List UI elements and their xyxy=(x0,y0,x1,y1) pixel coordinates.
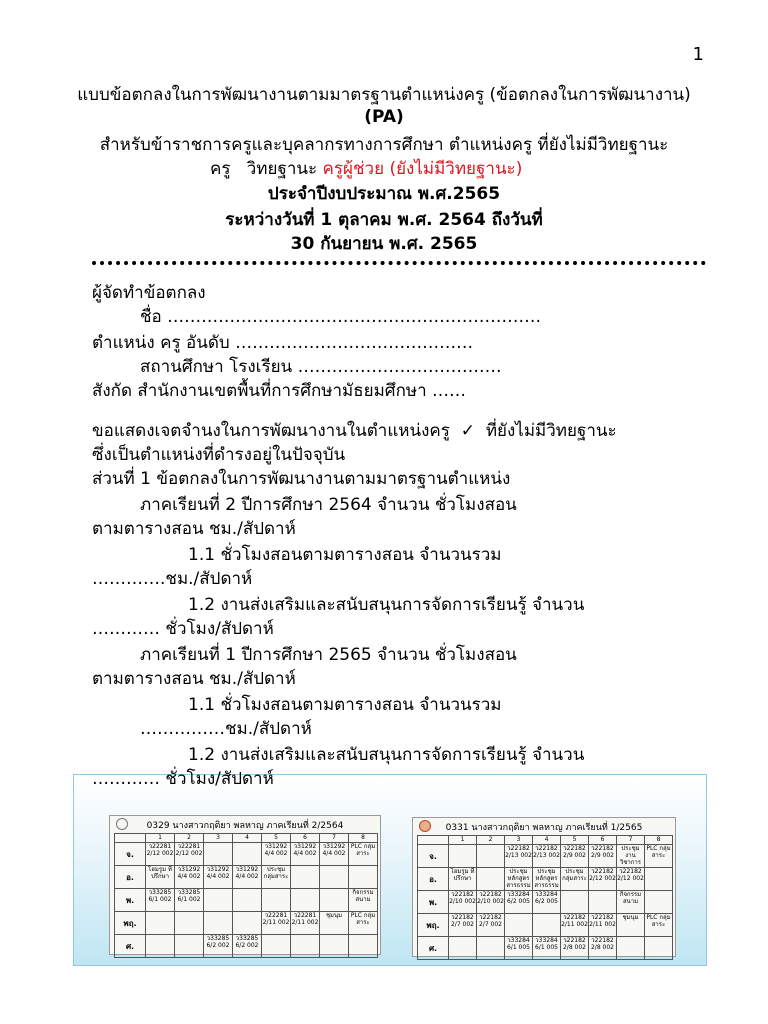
day-label: พ. xyxy=(115,889,146,912)
timetable-cell: ว22182 2/11 002 xyxy=(589,914,617,937)
timetable-cell xyxy=(204,912,233,935)
timetable-cell: ว22182 2/7 002 xyxy=(449,914,477,937)
timetable-cell: ว31292 4/4 002 xyxy=(320,843,349,866)
timetable-cell xyxy=(349,866,378,889)
timetable-cell: ว22182 2/8 002 xyxy=(561,937,589,960)
day-label: พฤ. xyxy=(418,914,449,937)
period-header: 7 xyxy=(320,834,349,843)
agency-dots: …… xyxy=(432,381,467,401)
timetable-corner xyxy=(115,834,146,843)
period-header: 7 xyxy=(617,836,645,845)
timetable-cell: ชุมนุม xyxy=(617,914,645,937)
period-header: 3 xyxy=(204,834,233,843)
semester1-intro: ภาคเรียนที่ 2 ปีการศึกษา 2564 จำนวน ชั่วโมงสอน xyxy=(140,495,517,515)
timetable-cell xyxy=(477,868,505,891)
timetable-cell xyxy=(233,912,262,935)
timetable-cell: ว31292 4/4 002 xyxy=(262,843,291,866)
day-label: พ. xyxy=(418,891,449,914)
agency-value: สำนักงานเขตพื้นที่การศึกษามัธยมศึกษา xyxy=(137,381,427,401)
timetable-cell: ประชุม หลักสูตร สารธรรม xyxy=(506,868,531,889)
timetable-cell: ว22182 2/12 002 xyxy=(617,868,645,891)
period-header: 6 xyxy=(291,834,320,843)
timetable-cell xyxy=(589,891,617,914)
grade-label: อันดับ xyxy=(186,333,230,353)
semester2-item2-hours: ………… ชั่วโมง/สัปดาห์ xyxy=(92,769,274,789)
timetable-cell xyxy=(204,889,233,912)
period-header: 3 xyxy=(505,836,533,845)
timetable-cell xyxy=(617,937,645,960)
timetable-cell: ว22281 2/12 002 xyxy=(146,843,175,866)
timetable-cell xyxy=(320,935,349,958)
timetable-cell xyxy=(477,937,505,960)
timetable-cell xyxy=(291,866,320,889)
semester2-intro: ภาคเรียนที่ 1 ปีการศึกษา 2565 จำนวน ชั่วโมงสอน xyxy=(140,645,517,665)
timetable-cell: ประชุม กลุ่มสาระ xyxy=(262,866,291,889)
timetable-cell: ว31292 4/4 002 xyxy=(204,866,233,889)
day-label: จ. xyxy=(115,843,146,866)
timetable-cell: ว22182 2/12 002 xyxy=(589,868,617,891)
semester2-item1: 1.1 ชั่วโมงสอนตามตารางสอน จำนวนรวม xyxy=(188,695,502,715)
timetable-cell: PLC กลุ่มสาระ xyxy=(645,914,673,937)
period-header: 8 xyxy=(645,836,673,845)
timetable-cell xyxy=(262,935,291,958)
day-label: ศ. xyxy=(418,937,449,960)
name-dots: ………………………………………………………… xyxy=(167,307,542,327)
timetable-cell: ประชุม กลุ่มสาระ xyxy=(561,868,589,891)
timetable-cell: ว33284 6/2 005 xyxy=(505,891,533,914)
day-label: อ. xyxy=(115,866,146,889)
timetable-right xyxy=(412,817,676,957)
timetable-cell: ว33284 6/1 005 xyxy=(533,937,561,960)
timetable-cell: ว22281 2/11 002 xyxy=(291,912,320,935)
timetable-cell xyxy=(175,935,204,958)
semester1-item2-hours: ………… ชั่วโมง/สัปดาห์ xyxy=(92,619,274,639)
semester2-item2: 1.2 งานส่งเสริมและสนับสนุนการจัดการเรียนรู้ จำนวน xyxy=(188,745,585,765)
period-header: 1 xyxy=(449,836,477,845)
timetable-cell xyxy=(233,889,262,912)
semester1-item2: 1.2 งานส่งเสริมและสนับสนุนการจัดการเรียนรู้ จำนวน xyxy=(188,595,585,615)
timetable-cell: ว22182 2/7 002 xyxy=(477,914,505,937)
timetable-cell: ว31292 4/4 002 xyxy=(291,843,320,866)
timetable-cell xyxy=(533,914,561,937)
timetable-right-title: 0331 นางสาวกฤติยา พลหาญ ภาคเรียนที่ 1/2565 xyxy=(445,823,643,833)
timetable-cell: ว31292 4/4 002 xyxy=(233,866,262,889)
timetable-cell: PLC กลุ่มสาระ xyxy=(645,845,673,868)
timetable-cell xyxy=(146,935,175,958)
header-title-line3a: สำหรับข้าราชการครูและบุคลากรทางการศึกษา ตำแหน่งครู ที่ยังไม่มีวิทยฐานะ xyxy=(99,135,669,155)
timetable-cell: กิจกรรม สนาม xyxy=(617,891,645,914)
timetable-cell: ชุมนุม xyxy=(320,912,349,935)
timetable-cell: ว22182 2/10 002 xyxy=(449,891,477,914)
timetable-left-title: 0329 นางสาวกฤติยา พลหาญ ภาคเรียนที่ 2/2564 xyxy=(146,821,344,831)
timetable-cell xyxy=(645,868,673,891)
timetable-cell: ว31292 4/4 002 xyxy=(175,866,204,889)
timetable-cell: PLC กลุ่มสาระ xyxy=(349,843,378,866)
timetable-cell: ว22182 2/8 002 xyxy=(589,937,617,960)
position-label: ตำแหน่ง xyxy=(92,333,155,353)
agency-label: สังกัด xyxy=(92,381,133,401)
timetable-cell: PLC กลุ่มสาระ xyxy=(349,912,378,935)
day-label: จ. xyxy=(418,845,449,868)
period-header: 2 xyxy=(477,836,505,845)
header-period-line2: 30 กันยายน พ.ศ. 2565 xyxy=(290,234,478,254)
timetable-cell: กิจกรรม สนาม xyxy=(349,889,378,912)
timetable-cell: โฮมรูม ที่ปรึกษา xyxy=(449,868,477,891)
intro-text: ขอแสดงเจตจำนงในการพัฒนางานในตำแหน่งครู xyxy=(92,421,450,441)
timetable-cell xyxy=(146,912,175,935)
semester2-item1-hours: ……………ชม./สัปดาห์ xyxy=(140,719,312,739)
timetable-right-grid xyxy=(417,835,673,960)
checkmark-icon: ✓ xyxy=(460,421,475,441)
timetable-cell: ว33285 6/2 002 xyxy=(233,935,262,958)
name-label: ชื่อ xyxy=(140,307,162,327)
timetable-cell: ว22281 2/11 002 xyxy=(262,912,291,935)
header-title-line1: แบบข้อตกลงในการพัฒนางานตามมาตรฐานตำแหน่งครู (ข้อตกลงในการพัฒนางาน) xyxy=(77,85,691,105)
timetable-cell: ว33285 6/1 002 xyxy=(175,889,204,912)
timetable-cell xyxy=(645,937,673,960)
header-title-line2: (PA) xyxy=(364,107,404,127)
page-number: 1 xyxy=(692,44,704,65)
timetable-cell: ว22281 2/12 002 xyxy=(175,843,204,866)
intro-text-c: ซึ่งเป็นตำแหน่งที่ดำรงอยู่ในปัจจุบัน xyxy=(92,445,346,465)
timetable-cell xyxy=(449,845,477,868)
timetable-cell: ว22182 2/9 002 xyxy=(589,845,617,868)
timetable-corner xyxy=(418,836,449,845)
period-header: 5 xyxy=(262,834,291,843)
timetable-cell xyxy=(233,843,262,866)
timetable-cell xyxy=(262,889,291,912)
timetable-photo-panel xyxy=(73,774,707,966)
timetable-cell xyxy=(349,935,378,958)
grade-dots: …………………………………… xyxy=(235,333,474,353)
timetable-cell xyxy=(561,891,589,914)
timetable-cell xyxy=(291,935,320,958)
intro-text-b: ที่ยังไม่มีวิทยฐานะ xyxy=(485,421,617,441)
period-header: 1 xyxy=(146,834,175,843)
school-value: โรงเรียน xyxy=(229,357,293,377)
period-header: 4 xyxy=(233,834,262,843)
semester1-item1: 1.1 ชั่วโมงสอนตามตารางสอน จำนวนรวม xyxy=(188,545,502,565)
timetable-cell xyxy=(505,914,533,937)
timetable-cell xyxy=(291,889,320,912)
day-label: พฤ. xyxy=(115,912,146,935)
day-label: อ. xyxy=(418,868,449,891)
dotted-divider xyxy=(92,261,706,265)
timetable-cell xyxy=(449,937,477,960)
timetable-cell: ว22182 2/10 002 xyxy=(477,891,505,914)
semester1-item1-hours: ………….ชม./สัปดาห์ xyxy=(92,569,253,589)
timetable-left xyxy=(109,815,381,955)
school-dots: ……………………………… xyxy=(297,357,502,377)
timetable-cell: ว22182 2/13 002 xyxy=(505,845,533,868)
timetable-cell xyxy=(320,866,349,889)
period-header: 8 xyxy=(349,834,378,843)
timetable-cell: ว22182 2/11 002 xyxy=(561,914,589,937)
period-header: 6 xyxy=(589,836,617,845)
period-header: 2 xyxy=(175,834,204,843)
header-title-red: ครูผู้ช่วย (ยังไม่มีวิทยฐานะ) xyxy=(322,159,523,179)
timetable-cell: ว22182 2/9 002 xyxy=(561,845,589,868)
header-title-line3c: วิทยฐานะ xyxy=(246,159,318,179)
school-label: สถานศึกษา xyxy=(140,357,224,377)
day-label: ศ. xyxy=(115,935,146,958)
timetable-cell: โฮมรูม ที่ปรึกษา xyxy=(146,866,175,889)
semester2-intro-2: ตามตารางสอน ชม./สัปดาห์ xyxy=(92,669,296,689)
timetable-cell xyxy=(645,891,673,914)
header-title-line3b: ครู xyxy=(210,159,231,179)
timetable-left-grid xyxy=(114,833,378,958)
part1-heading: ส่วนที่ 1 ข้อตกลงในการพัฒนางานตามมาตรฐานตำแหน่ง xyxy=(92,469,511,489)
period-header: 4 xyxy=(533,836,561,845)
timetable-cell: ว33284 6/1 005 xyxy=(505,937,533,960)
timetable-cell: ประชุม งาน วิชาการ xyxy=(617,845,645,868)
timetable-cell xyxy=(320,889,349,912)
header-fiscal-year: ประจำปีงบประมาณ พ.ศ.2565 xyxy=(267,184,501,204)
position-value: ครู xyxy=(160,333,181,353)
profile-heading: ผู้จัดทำข้อตกลง xyxy=(92,283,206,303)
semester1-intro-2: ตามตารางสอน ชม./สัปดาห์ xyxy=(92,519,296,539)
timetable-cell xyxy=(477,845,505,868)
header-period-line1: ระหว่างวันที่ 1 ตุลาคม พ.ศ. 2564 ถึงวันที่ xyxy=(225,210,543,230)
timetable-cell: ว33285 6/1 002 xyxy=(146,889,175,912)
timetable-cell: ประชุม หลักสูตร สารธรรม xyxy=(534,868,559,889)
timetable-cell xyxy=(175,912,204,935)
timetable-cell: ว33284 6/2 005 xyxy=(533,891,561,914)
period-header: 5 xyxy=(561,836,589,845)
timetable-cell: ว33285 6/2 002 xyxy=(204,935,233,958)
timetable-cell xyxy=(204,843,233,866)
timetable-cell: ว22182 2/13 002 xyxy=(533,845,561,868)
